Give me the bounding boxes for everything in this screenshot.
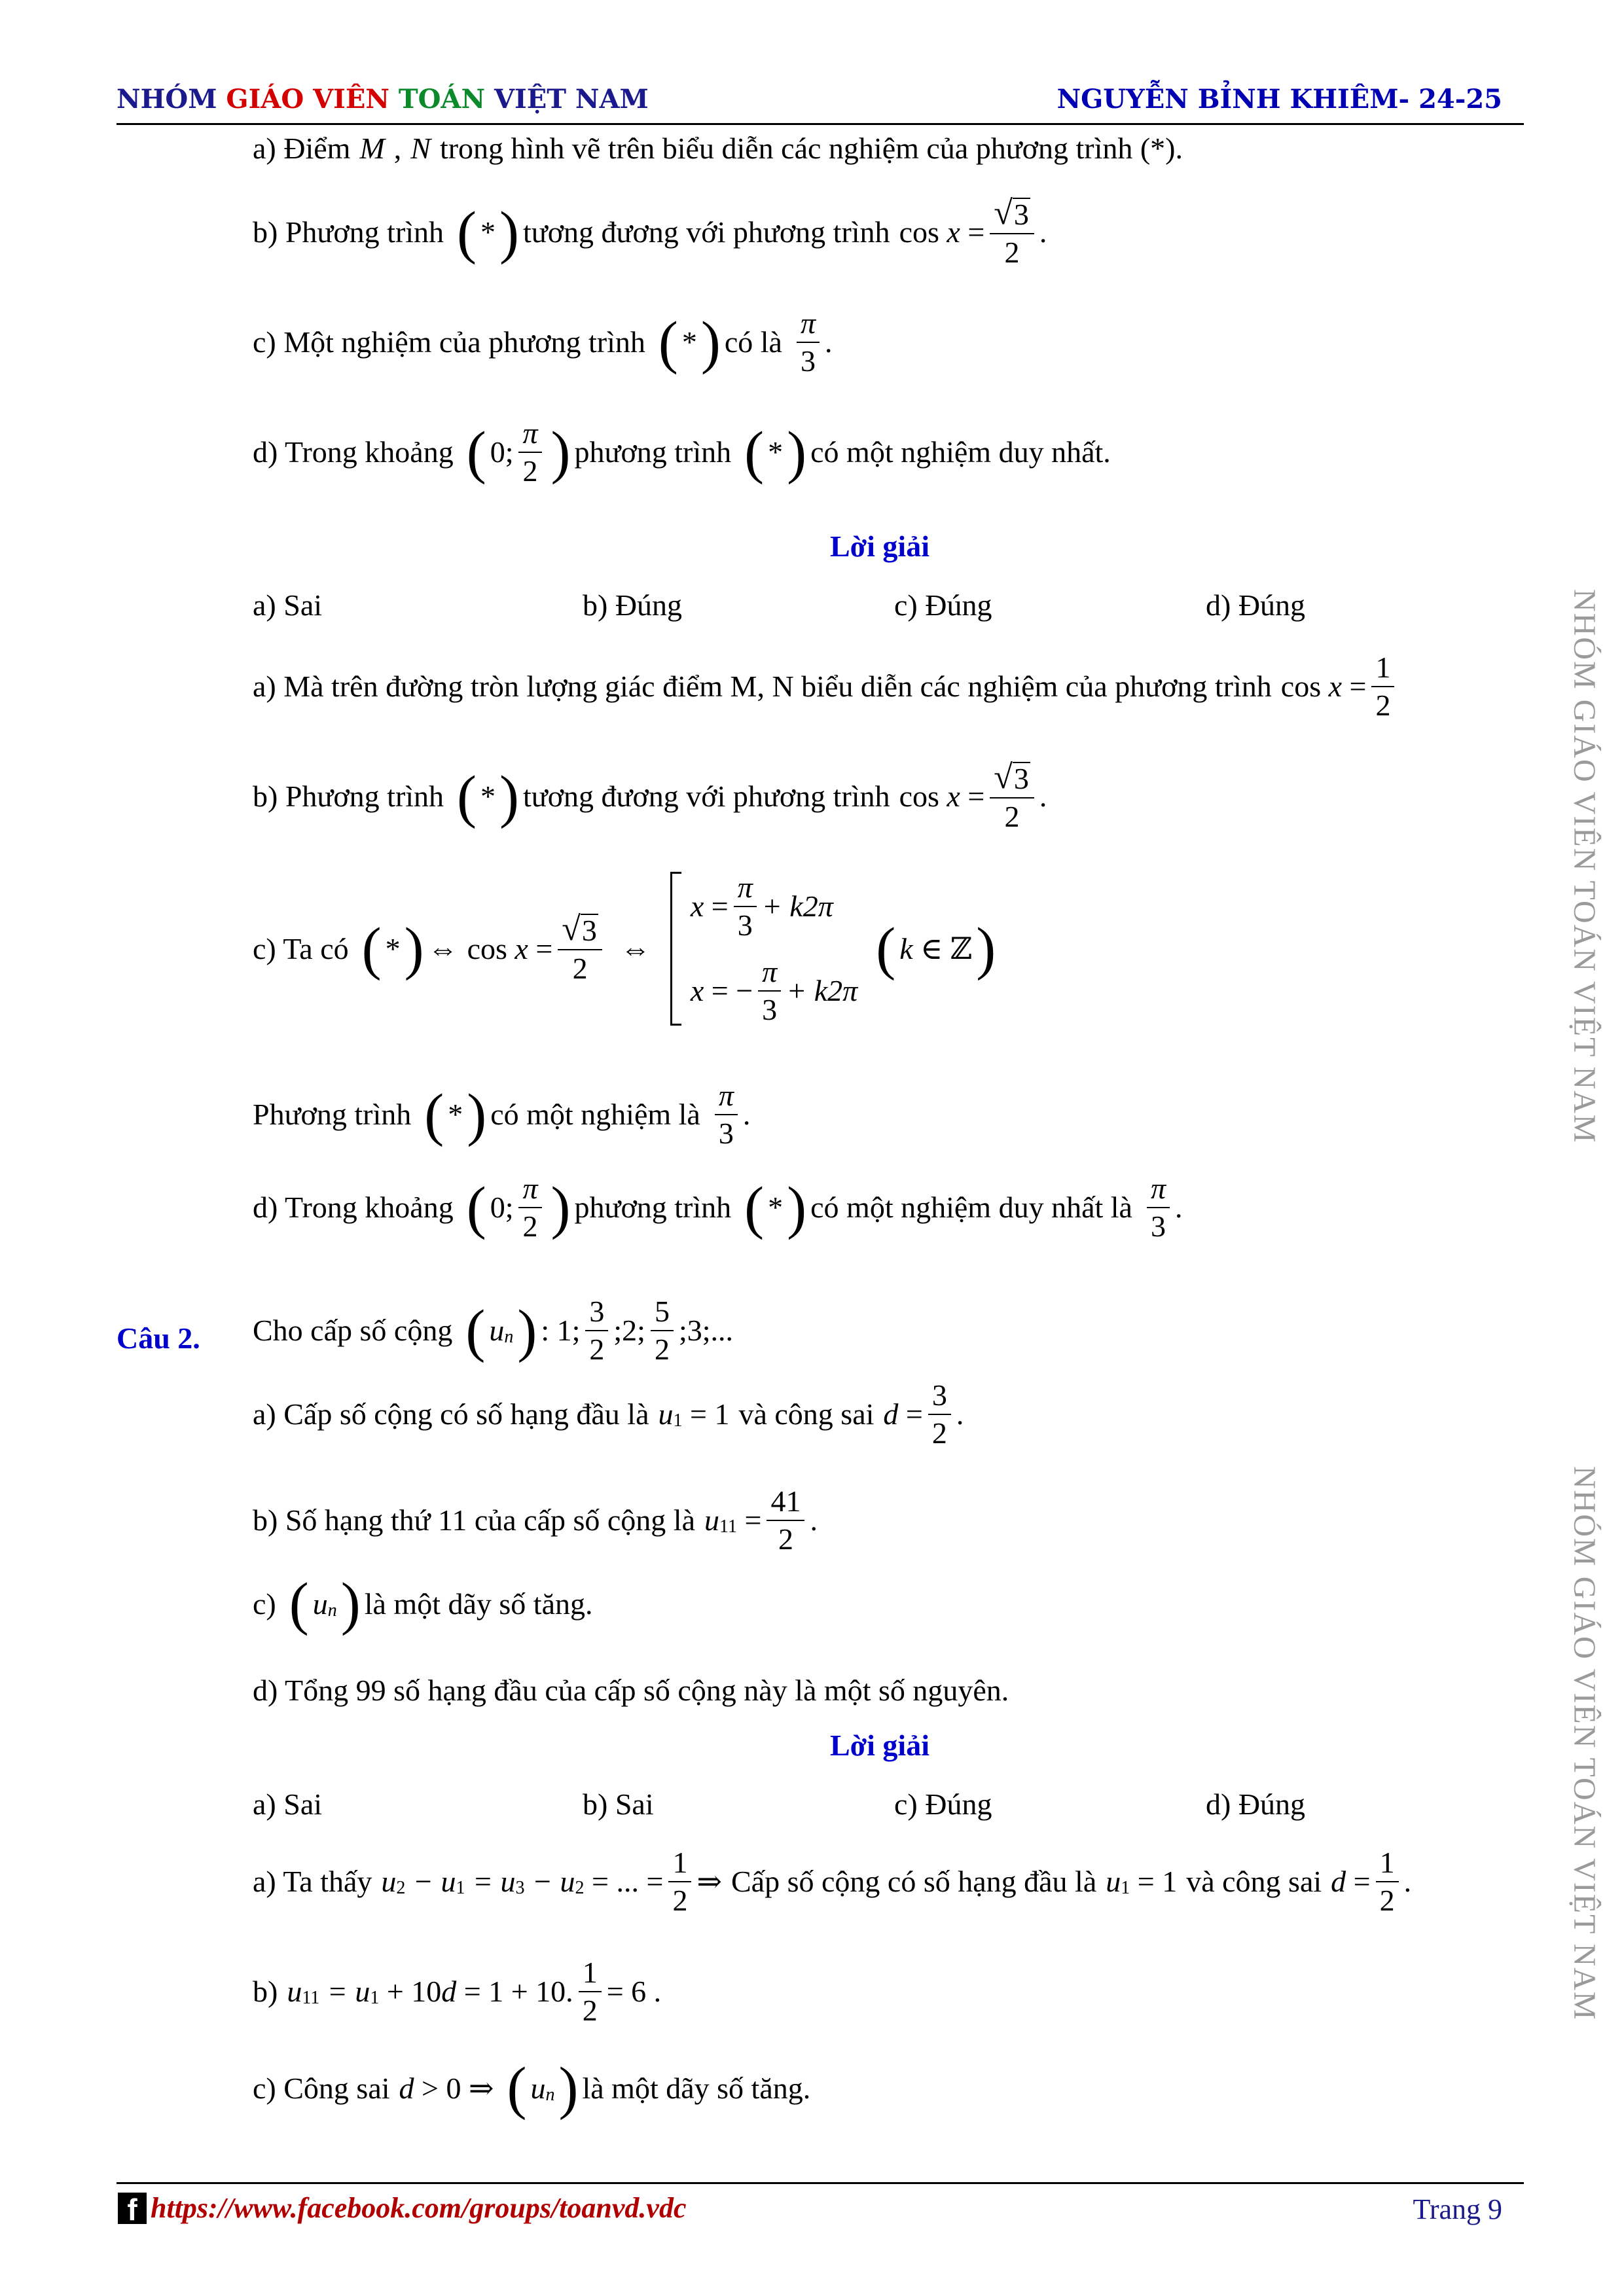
result: = 6 . <box>606 1975 662 2009</box>
q1-solution-a <box>253 652 1399 722</box>
num: 3 <box>1013 197 1029 231</box>
q1-statement-a <box>253 134 1183 164</box>
den: 2 <box>572 952 588 986</box>
text: có một nghiệm duy nhất. <box>810 435 1111 469</box>
cos: cos <box>899 215 939 249</box>
header-group-name <box>117 84 649 115</box>
system-row-1 <box>691 872 857 942</box>
system-row-2 <box>691 956 857 1026</box>
prefix: c) <box>253 1587 276 1621</box>
header-word-nhom: NHÓM <box>117 84 226 115</box>
paren-open: ( <box>466 1175 486 1240</box>
var-u: u <box>530 2071 546 2105</box>
text: b) Phương trình <box>253 215 444 249</box>
var-u: u <box>381 1865 397 1899</box>
paren-close: ) <box>340 1571 361 1636</box>
var-u: u <box>658 1397 674 1431</box>
paren-open: ( <box>424 1082 444 1147</box>
text: phương trình <box>574 1191 732 1225</box>
text: tương đương với phương trình <box>523 780 890 814</box>
text: c) Một nghiệm của phương trình <box>253 325 645 359</box>
num: π <box>734 872 757 907</box>
period: . <box>742 1098 751 1132</box>
var-d: d <box>1331 1865 1346 1899</box>
text: là một dãy số tăng. <box>364 1587 593 1621</box>
paren-open: ( <box>744 420 765 485</box>
period: . <box>1175 1191 1183 1225</box>
q2-answer-b: b) Sai <box>583 1787 654 1821</box>
paren-close: ) <box>499 200 520 265</box>
comma: , <box>393 132 402 165</box>
q2-solution-c <box>253 2056 811 2121</box>
var-x: x <box>947 215 960 249</box>
num: 5 <box>651 1296 674 1331</box>
sub: 1 <box>456 1878 465 1899</box>
facebook-icon: f <box>118 2193 147 2224</box>
var-u: u <box>489 1314 505 1348</box>
eq-u: = u <box>327 1975 370 2009</box>
sub-n: n <box>545 2084 555 2105</box>
period: . <box>825 325 833 359</box>
q1-solution-b <box>253 761 1047 833</box>
den: 3 <box>737 908 753 942</box>
text: có một nghiệm là <box>490 1098 700 1132</box>
period: . <box>810 1503 818 1537</box>
var-u: u <box>1106 1865 1121 1899</box>
q1-solution-p <box>253 1080 750 1150</box>
sub-n: n <box>504 1327 514 1348</box>
paren-open: ( <box>658 310 678 375</box>
num: 41 <box>767 1486 804 1521</box>
paren-close: ) <box>499 764 520 829</box>
var-u: u <box>704 1503 720 1537</box>
den: 2 <box>1375 689 1391 723</box>
header-word-giao-vien: GIÁO VIÊN <box>226 84 399 115</box>
tail: + k2π <box>786 973 858 1007</box>
q2-answer-c: c) Đúng <box>894 1787 992 1821</box>
var-x: x <box>1328 670 1343 704</box>
paren-open: ( <box>465 1298 486 1363</box>
eq: = <box>905 1397 923 1431</box>
num: π <box>1147 1173 1170 1208</box>
text: trong hình vẽ trên biểu diễn các nghiệm của phương trình (*). <box>439 132 1183 165</box>
paren-close: ) <box>404 916 424 982</box>
text: Phương trình <box>253 1098 412 1132</box>
q1-solution-d <box>253 1173 1183 1243</box>
paren-open: ( <box>876 916 896 982</box>
q1-solution-title: Lời giải <box>830 529 929 563</box>
period: . <box>1039 780 1047 814</box>
fraction: √ 3 2 <box>990 196 1034 268</box>
fraction <box>668 1847 691 1917</box>
eq: = <box>744 1503 762 1537</box>
q1-answer-d: d) Đúng <box>1206 588 1306 622</box>
paren-open: ( <box>361 916 382 982</box>
seq-end: ;3;... <box>678 1314 733 1348</box>
den: 2 <box>1004 800 1020 833</box>
cos: cos <box>899 780 939 814</box>
text: và công sai <box>738 1397 875 1431</box>
den: 2 <box>522 1210 538 1244</box>
var-x: x <box>690 889 704 924</box>
num: 1 <box>668 1847 691 1882</box>
eq: = <box>1353 1865 1371 1899</box>
den: 3 <box>718 1117 734 1151</box>
var-u: u <box>287 1975 302 2009</box>
text: b) Phương trình <box>253 780 444 814</box>
eq: = 1 + 10. <box>463 1975 573 2009</box>
fraction <box>585 1296 608 1366</box>
q2-answer-a: a) Sai <box>253 1787 323 1821</box>
paren-open: ( <box>289 1571 309 1636</box>
paren-close: ) <box>550 420 571 485</box>
header-rule <box>117 123 1524 125</box>
text: phương trình <box>574 435 732 469</box>
num: 3 <box>1013 761 1029 795</box>
header-word-toan: TOÁN <box>398 84 494 115</box>
cos: cos <box>1280 670 1322 704</box>
num: 1 <box>1376 1847 1399 1882</box>
iff: ⇔ <box>620 931 651 965</box>
fraction: √ 3 2 <box>558 912 602 984</box>
watermark-vertical-1: NHÓM GIÁO VIÊN TOÁN VIỆT NAM <box>1567 589 1602 1144</box>
text: a) Cấp số cộng có số hạng đầu là <box>253 1397 649 1431</box>
q2-solution-a <box>253 1847 1411 1917</box>
den: 2 <box>582 1994 598 2028</box>
fraction <box>758 956 781 1026</box>
bracket <box>670 872 681 1026</box>
eq: = <box>967 780 985 814</box>
den: 3 <box>762 992 778 1026</box>
fraction <box>1371 652 1394 722</box>
sub: 1 <box>673 1410 683 1431</box>
var-x: x <box>514 931 528 965</box>
cos: cos <box>467 931 507 965</box>
eq: = <box>711 889 729 924</box>
den: 2 <box>1379 1884 1395 1918</box>
num: 3 <box>928 1380 951 1415</box>
var-d: d <box>399 2071 414 2105</box>
paren-close: ) <box>787 420 807 485</box>
num: 1 <box>579 1957 602 1992</box>
tail: + k2π <box>761 889 833 924</box>
den: 2 <box>778 1522 793 1556</box>
star: * <box>480 780 496 814</box>
footer-url-text[interactable]: https://www.facebook.com/groups/toanvd.vdc <box>151 2192 687 2224</box>
seq-mid: ;2; <box>613 1314 645 1348</box>
text: b) Số hạng thứ 11 của cấp số cộng là <box>253 1503 696 1537</box>
paren-open: ( <box>507 2056 527 2121</box>
sub: 2 <box>396 1878 406 1899</box>
q2-answer-d: d) Đúng <box>1206 1787 1306 1821</box>
period: . <box>1403 1865 1412 1899</box>
var-d: d <box>441 1975 457 2009</box>
fraction <box>579 1957 602 2027</box>
text: a) Ta thấy <box>253 1865 372 1899</box>
paren-close: ) <box>517 1298 537 1363</box>
text: a) Mà trên đường tròn lượng giác điểm M, N biểu diễn các nghiệm của phương trình <box>253 670 1272 704</box>
q2-intro <box>253 1296 733 1366</box>
paren-close: ) <box>558 2056 579 2121</box>
watermark-vertical-2: NHÓM GIÁO VIÊN TOÁN VIỆT NAM <box>1567 1466 1602 2021</box>
paren-close: ) <box>700 310 721 375</box>
text: c) Ta có <box>253 931 349 965</box>
eq: = 1 <box>1137 1865 1178 1899</box>
paren-close: ) <box>787 1175 807 1240</box>
plus: + 10 <box>386 1975 442 2009</box>
num: 3 <box>585 1296 608 1331</box>
q1-answer-a: a) Sai <box>253 588 323 622</box>
den: 2 <box>1004 236 1020 269</box>
fraction <box>928 1380 951 1450</box>
var-d: d <box>883 1397 899 1431</box>
num: π <box>715 1080 738 1115</box>
star: * <box>385 931 401 965</box>
text: a) Điểm <box>253 132 351 165</box>
q2-solution-title: Lời giải <box>830 1729 929 1762</box>
iff: ⇔ <box>427 931 458 965</box>
var-m: M <box>359 132 385 165</box>
eq: = <box>535 931 553 965</box>
period: . <box>1039 215 1047 249</box>
text: là một dãy số tăng. <box>582 2071 811 2105</box>
star: * <box>768 435 784 469</box>
eq: = <box>1349 670 1367 704</box>
den: 2 <box>931 1416 947 1450</box>
q2-statement-a <box>253 1380 964 1450</box>
q2-label: Câu 2. <box>117 1321 200 1355</box>
q1-answer-c: c) Đúng <box>894 588 992 622</box>
gt: > 0 ⇒ <box>422 2071 494 2105</box>
sub: 11 <box>302 1988 320 2009</box>
paren-close: ) <box>976 916 996 982</box>
prefix: b) <box>253 1975 278 2009</box>
num: 1 <box>1371 652 1394 687</box>
header-word-viet-nam: VIỆT NAM <box>494 84 649 115</box>
eq-u: = u <box>472 1865 516 1899</box>
var-x: x <box>947 780 960 814</box>
q2-solution-b <box>253 1957 661 2027</box>
in-z: ∈ ℤ <box>920 931 973 965</box>
num: π <box>797 308 820 343</box>
q1-statement-d <box>253 418 1111 488</box>
page-number: Trang 9 <box>1413 2193 1502 2225</box>
minus-u: − u <box>412 1865 456 1899</box>
var-x: x <box>690 973 704 1007</box>
footer-rule <box>117 2182 1524 2184</box>
fraction <box>715 1080 738 1150</box>
text: Cho cấp số cộng <box>253 1314 453 1348</box>
paren-open: ( <box>744 1175 765 1240</box>
paren-close: ) <box>467 1082 487 1147</box>
text: có là <box>724 325 782 359</box>
den: 3 <box>1151 1210 1166 1244</box>
fraction <box>767 1486 804 1556</box>
fraction <box>1376 1847 1399 1917</box>
q2-statement-b <box>253 1486 818 1556</box>
num: π <box>518 418 541 453</box>
q1-statement-c <box>253 308 833 378</box>
sub: 1 <box>370 1988 380 2009</box>
q1-solution-c <box>253 872 1000 1026</box>
var-k: k <box>899 931 913 965</box>
q1-answer-b: b) Đúng <box>583 588 683 622</box>
text: tương đương với phương trình <box>523 215 890 249</box>
text: c) Công sai <box>253 2071 390 2105</box>
paren-open: ( <box>457 200 477 265</box>
paren-open: ( <box>466 420 486 485</box>
text: Cấp số cộng có số hạng đầu là <box>731 1865 1097 1899</box>
sub: 2 <box>575 1878 585 1899</box>
text: và công sai <box>1186 1865 1322 1899</box>
text: có một nghiệm duy nhất là <box>810 1191 1132 1225</box>
q2-statement-c <box>253 1571 593 1636</box>
fraction <box>518 418 541 488</box>
fraction: √ 3 2 <box>990 761 1034 833</box>
fraction <box>1147 1173 1170 1243</box>
text: d) Trong khoảng <box>253 1191 454 1225</box>
den: 3 <box>800 344 816 378</box>
fraction <box>518 1173 541 1243</box>
q1-statement-b <box>253 196 1047 268</box>
minus-u: − u <box>532 1865 575 1899</box>
fraction <box>651 1296 674 1366</box>
paren-close: ) <box>550 1175 571 1240</box>
fraction <box>797 308 820 378</box>
zero: 0; <box>490 1191 514 1225</box>
var-u: u <box>312 1587 328 1621</box>
den: 2 <box>589 1333 605 1367</box>
sub: 1 <box>1121 1878 1130 1899</box>
zero: 0; <box>490 435 514 469</box>
paren-open: ( <box>457 764 477 829</box>
period: . <box>956 1397 964 1431</box>
star: * <box>768 1191 784 1225</box>
header-school-year: NGUYỄN BỈNH KHIÊM- 24-25 <box>1056 84 1502 115</box>
den: 2 <box>522 454 538 488</box>
sub-n: n <box>327 1600 337 1621</box>
fraction <box>734 872 757 942</box>
seq-start: : 1; <box>541 1314 581 1348</box>
sub: 11 <box>719 1516 737 1537</box>
eq: = 1 <box>690 1397 730 1431</box>
sub: 3 <box>515 1878 525 1899</box>
num: π <box>518 1173 541 1208</box>
num: 3 <box>581 914 597 948</box>
den: 2 <box>654 1333 670 1367</box>
num: π <box>758 956 781 992</box>
eq: = − <box>711 973 753 1007</box>
footer-link[interactable] <box>118 2191 686 2225</box>
q2-statement-d: d) Tổng 99 số hạng đầu của cấp số cộng này là một số nguyên. <box>253 1674 1009 1707</box>
text: d) Trong khoảng <box>253 435 454 469</box>
implies: ⇒ <box>696 1865 722 1899</box>
eq: = <box>967 215 985 249</box>
dots: = ... = <box>592 1865 664 1899</box>
star: * <box>681 325 697 359</box>
den: 2 <box>672 1884 688 1918</box>
star: * <box>480 215 496 249</box>
var-n: N <box>410 132 431 165</box>
star: * <box>448 1098 463 1132</box>
solution-system <box>670 872 857 1026</box>
